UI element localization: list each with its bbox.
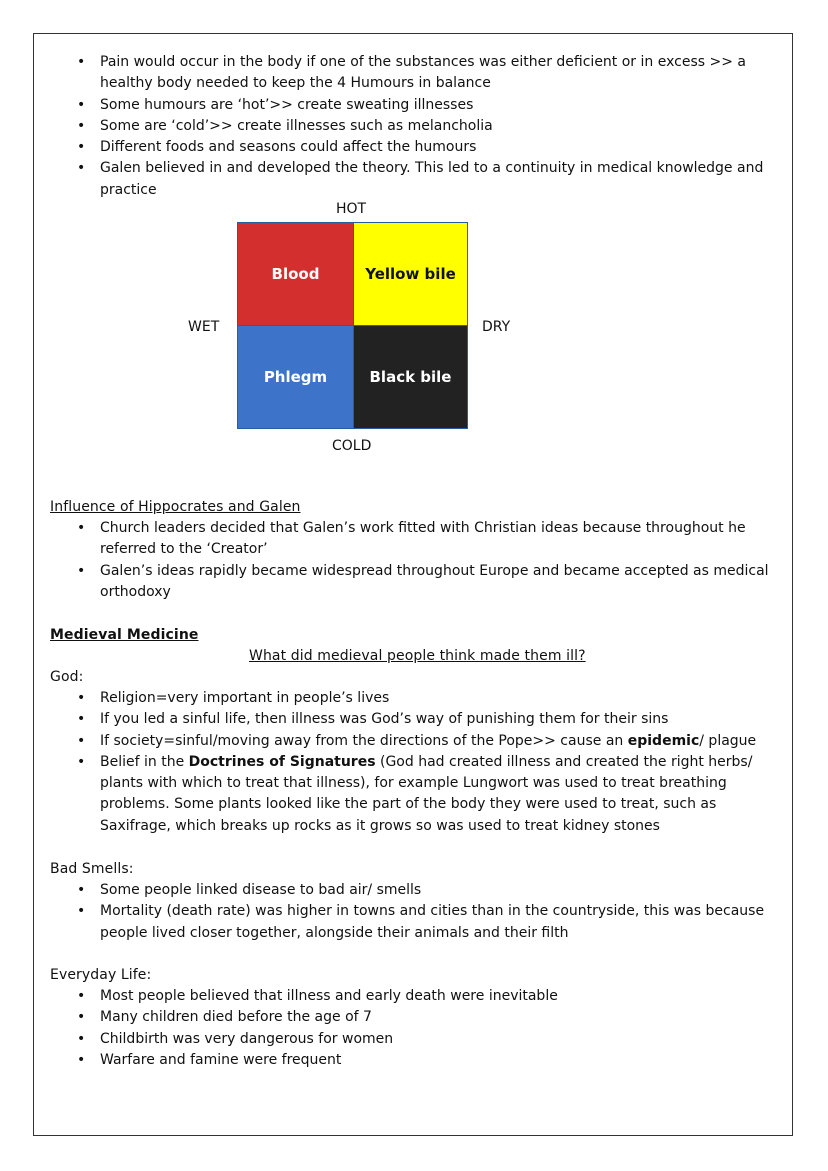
axis-label-cold: COLD (332, 438, 372, 454)
list-item: • Religion=very important in people’s lives (50, 688, 790, 709)
medieval-question: What did medieval people think made them ill? (249, 648, 586, 664)
list-item: • Belief in the Doctrines of Signatures (God had created illness and created the right herbs/ plants with which to treat that illness), for example Lungwort was used to treat breathing problems. Some plants looked like the part of the body they were used to treat, such as Saxifrage, which breaks up rocks as it grows so was used to treat kidney stones (50, 752, 790, 837)
humour-black-bile: Black bile (354, 326, 467, 428)
influence-heading: Influence of Hippocrates and Galen (50, 499, 301, 515)
list-item: • Warfare and famine were frequent (50, 1050, 790, 1071)
list-item: • If society=sinful/moving away from the directions of the Pope>> cause an epidemic/ plague (50, 731, 790, 752)
list-item: • If you led a sinful life, then illness was God’s way of punishing them for their sins (50, 709, 790, 730)
list-item: • Galen’s ideas rapidly became widespread throughout Europe and became accepted as medical orthodoxy (50, 561, 790, 604)
list-item: • Different foods and seasons could affect the humours (50, 137, 790, 158)
list-item: • Some people linked disease to bad air/ smells (50, 880, 790, 901)
axis-label-wet: WET (188, 319, 220, 335)
list-item: • Church leaders decided that Galen’s work fitted with Christian ideas because throughout he referred to the ‘Creator’ (50, 518, 790, 561)
axis-label-dry: DRY (482, 319, 511, 335)
list-item: • Mortality (death rate) was higher in towns and cities than in the countryside, this was because people lived closer together, alongside their animals and their filth (50, 901, 790, 944)
list-item: • Some are ‘cold’>> create illnesses such as melancholia (50, 116, 790, 137)
bad-smells-bullet-list (50, 880, 790, 944)
list-item: • Childbirth was very dangerous for women (50, 1029, 790, 1050)
list-item: • Pain would occur in the body if one of the substances was either deficient or in excess >> a healthy body needed to keep the 4 Humours in balance (50, 52, 790, 95)
humour-yellow-bile: Yellow bile (354, 223, 467, 326)
everyday-life-label: Everyday Life: (50, 967, 152, 983)
everyday-life-bullet-list (50, 986, 790, 1071)
god-label: God: (50, 669, 84, 685)
list-item: • Most people believed that illness and early death were inevitable (50, 986, 790, 1007)
list-item: • Many children died before the age of 7 (50, 1007, 790, 1028)
bad-smells-label: Bad Smells: (50, 861, 134, 877)
axis-label-hot: HOT (336, 201, 367, 217)
list-item: • Some humours are ‘hot’>> create sweating illnesses (50, 95, 790, 116)
medieval-heading: Medieval Medicine (50, 627, 199, 643)
god-bullet-list (50, 688, 790, 837)
humours-bullet-list (50, 52, 790, 201)
list-item: • Galen believed in and developed the theory. This led to a continuity in medical knowledge and practice (50, 158, 790, 201)
humour-blood: Blood (238, 223, 354, 326)
humours-grid (237, 222, 468, 429)
humour-phlegm: Phlegm (238, 326, 354, 428)
influence-bullet-list (50, 518, 790, 603)
